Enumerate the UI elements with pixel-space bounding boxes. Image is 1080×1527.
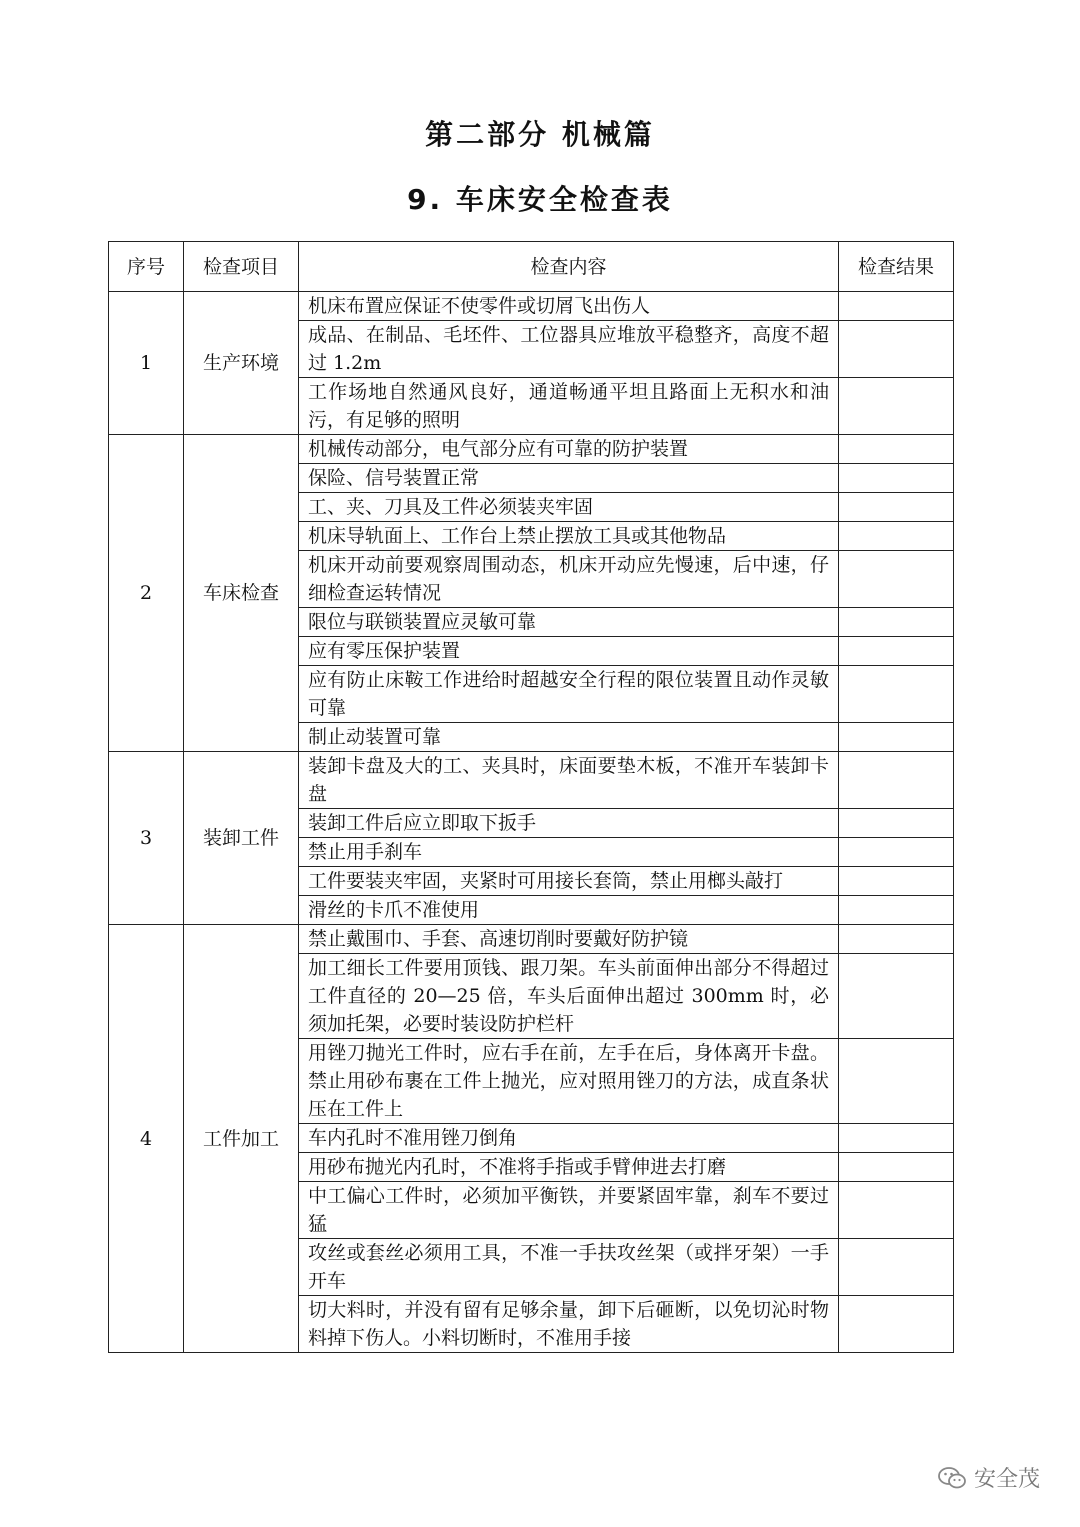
result-cell[interactable]: [839, 378, 954, 435]
content-cell: 机床开动前要观察周围动态，机床开动应先慢速，后中速，仔细检查运转情况: [299, 551, 839, 608]
table-row: [109, 292, 954, 321]
table-row: [109, 435, 954, 464]
watermark: [938, 1462, 1040, 1493]
result-cell[interactable]: [839, 1124, 954, 1153]
table-header-row: [109, 242, 954, 292]
result-cell[interactable]: [839, 522, 954, 551]
item-cell: 工件加工: [184, 925, 299, 1353]
content-cell: 禁止用手刹车: [299, 838, 839, 867]
content-cell: 限位与联锁装置应灵敏可靠: [299, 608, 839, 637]
header-result: 检查结果: [839, 242, 954, 292]
result-cell[interactable]: [839, 608, 954, 637]
result-cell[interactable]: [839, 723, 954, 752]
table-body: [109, 292, 954, 1353]
result-cell[interactable]: [839, 1296, 954, 1353]
content-cell: 成品、在制品、毛坯件、工位器具应堆放平稳整齐，高度不超过 1.2m: [299, 321, 839, 378]
content-cell: 加工细长工件要用顶钱、跟刀架。车头前面伸出部分不得超过工件直径的 20—25 倍，车头后面伸出超过 300mm 时，必须加托架，必要时装设防护栏杆: [299, 954, 839, 1039]
table-row: [109, 752, 954, 809]
result-cell[interactable]: [839, 896, 954, 925]
watermark-text: 安全茂: [973, 1467, 1040, 1492]
item-cell: 车床检查: [184, 435, 299, 752]
content-cell: 切大料时，并没有留有足够余量，卸下后砸断，以免切沁时物料掉下伤人。小料切断时，不准用手接: [299, 1296, 839, 1353]
item-cell: 装卸工件: [184, 752, 299, 925]
seq-cell: 2: [109, 435, 184, 752]
header-item: 检查项目: [184, 242, 299, 292]
header-seq: 序号: [109, 242, 184, 292]
seq-cell: 4: [109, 925, 184, 1353]
content-cell: 攻丝或套丝必须用工具，不准一手扶攻丝架（或拌牙架）一手开车: [299, 1239, 839, 1296]
result-cell[interactable]: [839, 1153, 954, 1182]
checklist-table: [108, 241, 954, 1353]
result-cell[interactable]: [839, 292, 954, 321]
result-cell[interactable]: [839, 752, 954, 809]
result-cell[interactable]: [839, 867, 954, 896]
content-cell: 机床布置应保证不使零件或切屑飞出伤人: [299, 292, 839, 321]
content-cell: 机械传动部分，电气部分应有可靠的防护装置: [299, 435, 839, 464]
content-cell: 工作场地自然通风良好，通道畅通平坦且路面上无积水和油污，有足够的照明: [299, 378, 839, 435]
content-cell: 保险、信号装置正常: [299, 464, 839, 493]
content-cell: 车内孔时不准用锉刀倒角: [299, 1124, 839, 1153]
result-cell[interactable]: [839, 1182, 954, 1239]
result-cell[interactable]: [839, 809, 954, 838]
content-cell: 机床导轨面上、工作台上禁止摆放工具或其他物品: [299, 522, 839, 551]
content-cell: 工件要装夹牢固，夹紧时可用接长套筒，禁止用榔头敲打: [299, 867, 839, 896]
table-row: [109, 925, 954, 954]
content-cell: 应有零压保护装置: [299, 637, 839, 666]
result-cell[interactable]: [839, 551, 954, 608]
content-cell: 用锉刀抛光工件时，应右手在前，左手在后，身体离开卡盘。禁止用砂布裹在工件上抛光，应对照用锉刀的方法，成直条状压在工件上: [299, 1039, 839, 1124]
content-cell: 中工偏心工件时，必须加平衡铁，并要紧固牢靠，刹车不要过猛: [299, 1182, 839, 1239]
item-cell: 生产环境: [184, 292, 299, 435]
result-cell[interactable]: [839, 321, 954, 378]
content-cell: 工、夹、刀具及工件必须装夹牢固: [299, 493, 839, 522]
wechat-icon: [938, 1466, 966, 1490]
result-cell[interactable]: [839, 435, 954, 464]
content-cell: 装卸工件后应立即取下扳手: [299, 809, 839, 838]
content-cell: 禁止戴围巾、手套、高速切削时要戴好防护镜: [299, 925, 839, 954]
content-cell: 用砂布抛光内孔时，不准将手指或手臂伸进去打磨: [299, 1153, 839, 1182]
result-cell[interactable]: [839, 838, 954, 867]
seq-cell: 3: [109, 752, 184, 925]
result-cell[interactable]: [839, 637, 954, 666]
content-cell: 滑丝的卡爪不准使用: [299, 896, 839, 925]
result-cell[interactable]: [839, 666, 954, 723]
content-cell: 装卸卡盘及大的工、夹具时，床面要垫木板，不准开车装卸卡盘: [299, 752, 839, 809]
result-cell[interactable]: [839, 493, 954, 522]
sheet-title: 9. 车床安全检查表: [407, 183, 673, 216]
result-cell[interactable]: [839, 1039, 954, 1124]
result-cell[interactable]: [839, 925, 954, 954]
result-cell[interactable]: [839, 1239, 954, 1296]
header-content: 检查内容: [299, 242, 839, 292]
seq-cell: 1: [109, 292, 184, 435]
content-cell: 应有防止床鞍工作进给时超越安全行程的限位装置且动作灵敏可靠: [299, 666, 839, 723]
content-cell: 制止动装置可靠: [299, 723, 839, 752]
result-cell[interactable]: [839, 464, 954, 493]
part-title: 第二部分 机械篇: [425, 118, 655, 151]
result-cell[interactable]: [839, 954, 954, 1039]
